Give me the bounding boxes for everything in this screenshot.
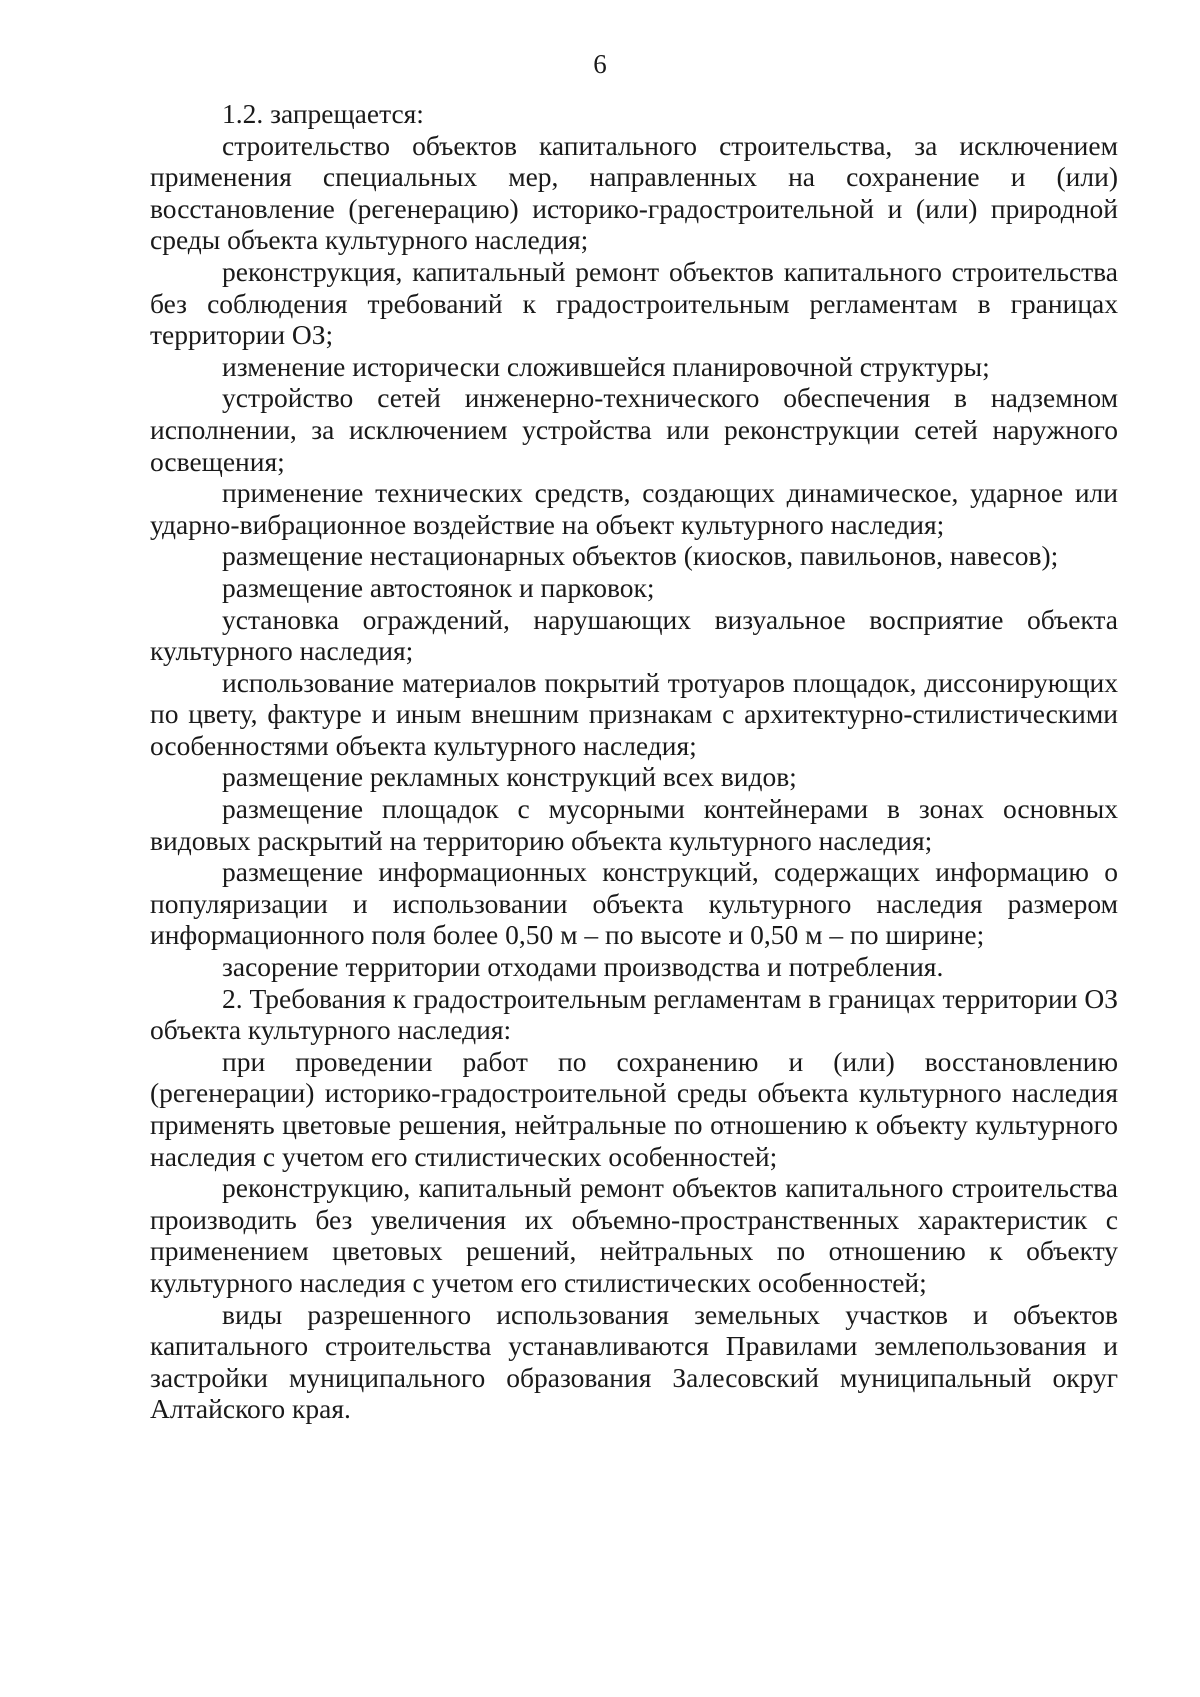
page-number: 6 bbox=[593, 49, 607, 79]
paragraph: реконструкция, капитальный ремонт объектов капитального строительства без соблюдения требований к градостроительным регламентам в границах территории ОЗ; bbox=[150, 255, 1118, 351]
paragraph: размещение рекламных конструкций всех видов; bbox=[222, 761, 797, 793]
paragraph: засорение территории отходами производства и потребления. bbox=[222, 951, 944, 983]
paragraph: 2. Требования к градостроительным регламентам в границах территории ОЗ объекта культурного наследия: bbox=[150, 982, 1118, 1046]
paragraph: 1.2. запрещается: bbox=[222, 98, 424, 129]
paragraph: строительство объектов капитального строительства, за исключением применения специальных мер, направленных на сохранение и (или) восстановление (регенерацию) историко-градостроительной и (или) природной среды объекта культурного наследия; bbox=[150, 129, 1118, 256]
paragraph: использование материалов покрытий тротуаров площадок, диссонирующих по цвету, фактуре и иным внешним признакам с архитектурно-стилистическими особенностями объекта культурного наследия; bbox=[150, 666, 1118, 761]
paragraph: размещение автостоянок и парковок; bbox=[222, 571, 655, 603]
paragraph: при проведении работ по сохранению и (или) восстановлению (регенерации) историко-градостроительной среды объекта культурного наследия применять цветовые решения, нейтральные по отношению к объекту культурного наследия с учетом его стилистических особенностей; bbox=[150, 1045, 1118, 1172]
paragraph: размещение площадок с мусорными контейнерами в зонах основных видовых раскрытий на территорию объекта культурного наследия; bbox=[150, 793, 1118, 856]
document-body bbox=[150, 98, 1118, 1425]
paragraph: применение технических средств, создающих динамическое, ударное или ударно-вибрационное воздействие на объект культурного наследия; bbox=[150, 477, 1118, 540]
paragraph: размещение нестационарных объектов (киосков, павильонов, навесов); bbox=[222, 540, 1059, 572]
paragraph: размещение информационных конструкций, содержащих информацию о популяризации и использовании объекта культурного наследия размером информационного поля более 0,50 м – по высоте и 0,50 м – по ширине; bbox=[150, 856, 1118, 951]
paragraph: реконструкцию, капитальный ремонт объектов капитального строительства производить без увеличения их объемно-пространственных характеристик с применением цветовых решений, нейтральных по отношению к объекту культурного наследия с учетом его стилистических особенностей; bbox=[150, 1172, 1118, 1298]
paragraph: изменение исторически сложившейся планировочной структуры; bbox=[222, 350, 990, 382]
paragraph: установка ограждений, нарушающих визуальное восприятие объекта культурного наследия; bbox=[150, 603, 1118, 667]
paragraph: устройство сетей инженерно-технического обеспечения в надземном исполнении, за исключением устройства или реконструкции сетей наружного освещения; bbox=[150, 382, 1118, 477]
paragraph: виды разрешенного использования земельных участков и объектов капитального строительства устанавливаются Правилами землепользования и застройки муниципального образования Залесовский муниципальный округ Алтайского края. bbox=[150, 1298, 1118, 1425]
